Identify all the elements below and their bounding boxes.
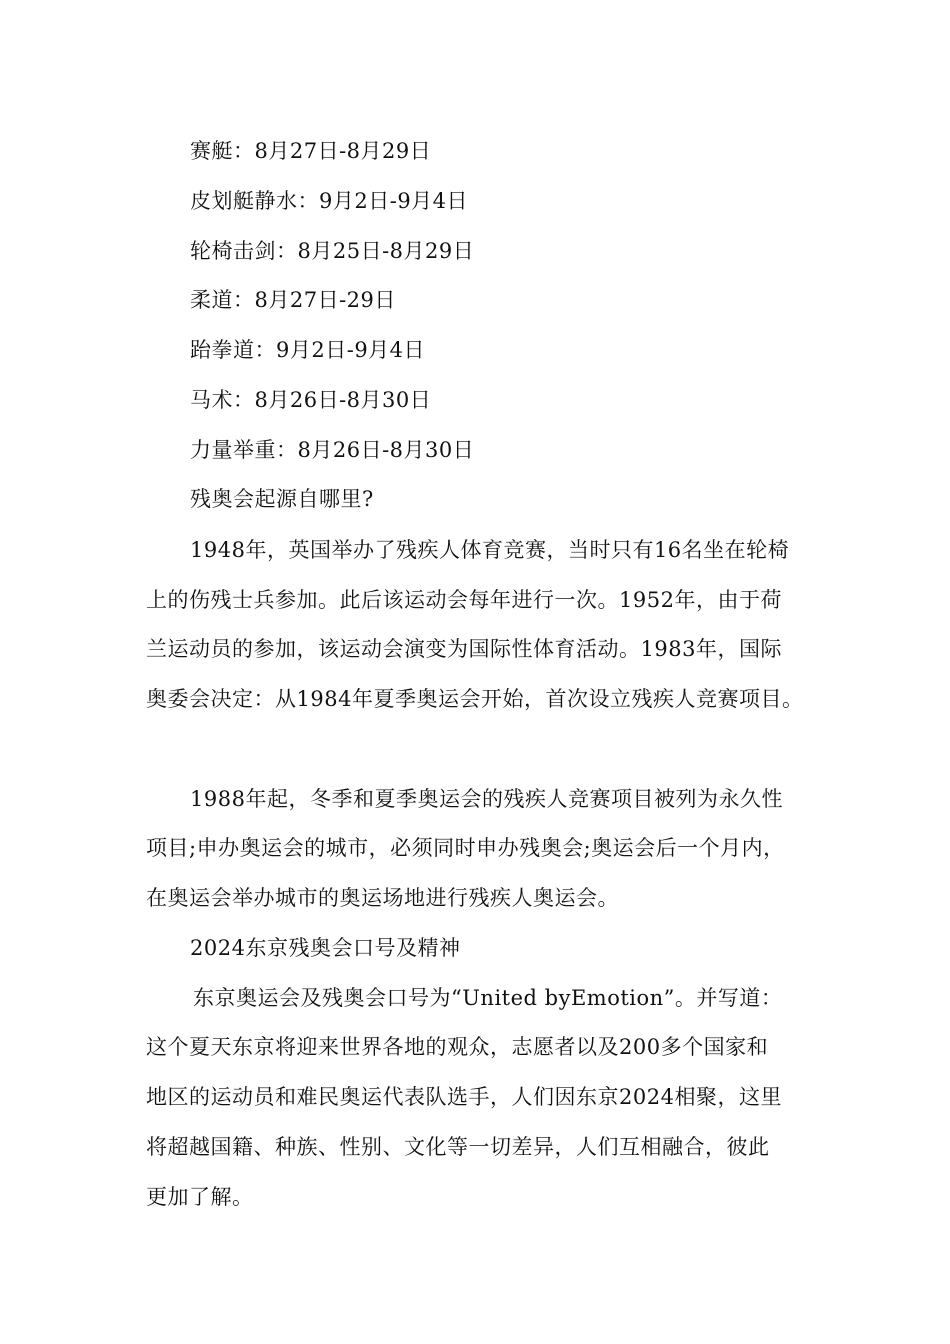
- schedule-item-rowing: 赛艇：8月27日-8月29日: [190, 139, 432, 163]
- schedule-dates: 8月25日-8月29日: [297, 239, 475, 263]
- slogan-heading: 2024东京残奥会口号及精神: [190, 936, 461, 960]
- schedule-sport: 皮划艇静水: [190, 189, 298, 213]
- schedule-item-judo: 柔道：8月27日-29日: [190, 288, 396, 312]
- origin-para2-line: 项目;申办奥运会的城市，必须同时申办残奥会;奥运会后一个月内，: [146, 836, 785, 860]
- origin-para1-line: 兰运动员的参加，该运动会演变为国际性体育活动。1983年，国际: [146, 637, 782, 661]
- origin-heading: 残奥会起源自哪里?: [190, 487, 374, 511]
- schedule-item-equestrian: 马术：8月26日-8月30日: [190, 388, 432, 412]
- schedule-item-wheelchair-fencing: 轮椅击剑：8月25日-8月29日: [190, 239, 475, 263]
- schedule-item-taekwondo: 跆拳道：9月2日-9月4日: [190, 338, 426, 362]
- origin-para1-line: 奥委会决定：从1984年夏季奥运会开始，首次设立残疾人竞赛项目。: [146, 687, 804, 711]
- schedule-dates: 9月2日-9月4日: [319, 189, 469, 213]
- schedule-dates: 9月2日-9月4日: [276, 338, 426, 362]
- origin-para1-line: 1948年，英国举办了残疾人体育竞赛，当时只有16名坐在轮椅: [190, 538, 790, 562]
- origin-para1-line: 上的伤残士兵参加。此后该运动会每年进行一次。1952年，由于荷: [146, 588, 782, 612]
- schedule-sport: 马术: [190, 388, 233, 412]
- slogan-para-line: 东京奥运会及残奥会口号为“United byEmotion”。并写道：: [193, 986, 783, 1010]
- schedule-dates: 8月27日-8月29日: [254, 139, 432, 163]
- slogan-para-line: 更加了解。: [146, 1185, 254, 1209]
- schedule-item-canoe-sprint: 皮划艇静水：9月2日-9月4日: [190, 189, 469, 213]
- origin-para2-line: 在奥运会举办城市的奥运场地进行残疾人奥运会。: [146, 886, 619, 910]
- schedule-dates: 8月26日-8月30日: [254, 388, 432, 412]
- schedule-sport: 轮椅击剑: [190, 239, 276, 263]
- schedule-dates: 8月26日-8月30日: [297, 438, 475, 462]
- slogan-para-line: 地区的运动员和难民奥运代表队选手，人们因东京2024相聚，这里: [146, 1085, 782, 1109]
- slogan-para-line: 这个夏天东京将迎来世界各地的观众，志愿者以及200多个国家和: [146, 1035, 769, 1059]
- schedule-sport: 赛艇: [190, 139, 233, 163]
- schedule-sport: 柔道: [190, 288, 233, 312]
- schedule-item-powerlifting: 力量举重：8月26日-8月30日: [190, 438, 475, 462]
- schedule-dates: 8月27日-29日: [254, 288, 396, 312]
- schedule-sport: 跆拳道: [190, 338, 255, 362]
- schedule-sport: 力量举重: [190, 438, 276, 462]
- origin-para2-line: 1988年起，冬季和夏季奥运会的残疾人竞赛项目被列为永久性: [190, 787, 783, 811]
- slogan-para-line: 将超越国籍、种族、性别、文化等一切差异，人们互相融合，彼此: [146, 1135, 770, 1159]
